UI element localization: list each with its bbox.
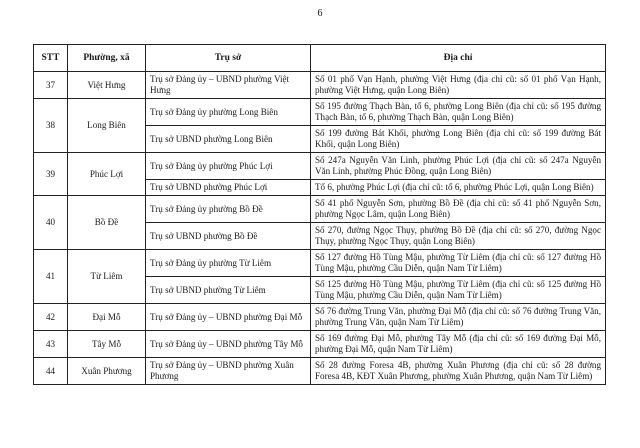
- page-number: 6: [317, 8, 323, 19]
- table-row: [34, 250, 606, 277]
- table-row: [34, 153, 606, 180]
- ward-cell: Xuân Phương: [68, 358, 146, 385]
- header-address: Địa chỉ: [311, 45, 606, 72]
- stt-cell: 42: [34, 304, 68, 331]
- address-cell: Số 01 phố Vạn Hạnh, phường Việt Hưng (địa chỉ cũ: số 01 phố Vạn Hạnh, phường Việt Hưng, quận Long Biên): [311, 72, 606, 99]
- ward-cell: Phúc Lợi: [68, 153, 146, 196]
- office-cell: Trụ sở Đảng ủy phường Phúc Lợi: [146, 153, 311, 180]
- stt-cell: 38: [34, 99, 68, 153]
- office-cell: Trụ sở Đảng ủy phường Bồ Đề: [146, 196, 311, 223]
- header-office: Trụ sở: [146, 45, 311, 72]
- office-cell: Trụ sở UBND phường Bồ Đề: [146, 223, 311, 250]
- address-cell: Số 127 đường Hồ Tùng Mậu, phường Từ Liêm (địa chỉ cũ: số 127 đường Hồ Tùng Mậu, phường Cầu Diễn, quận Nam Từ Liêm): [311, 250, 606, 277]
- office-cell: Trụ sở UBND phường Long Biên: [146, 126, 311, 153]
- office-cell: Trụ sở UBND phường Phúc Lợi: [146, 180, 311, 196]
- table-row: [34, 358, 606, 385]
- stt-cell: 44: [34, 358, 68, 385]
- ward-cell: Đại Mỗ: [68, 304, 146, 331]
- ward-cell: Từ Liêm: [68, 250, 146, 304]
- table-body: [34, 72, 606, 385]
- ward-cell: Tây Mỗ: [68, 331, 146, 358]
- stt-cell: 41: [34, 250, 68, 304]
- address-cell: Số 270, đường Ngọc Thụy, phường Bồ Đề (địa chỉ cũ: số 270, đường Ngọc Thụy, phường Ngọc Thụy, quận Long Biên): [311, 223, 606, 250]
- address-cell: Số 199 đường Bát Khối, phường Long Biên (địa chỉ cũ: số 199 đường Bát Khối, quận Long Biên): [311, 126, 606, 153]
- ward-cell: Bồ Đề: [68, 196, 146, 250]
- address-cell: Số 41 phố Nguyễn Sơn, phường Bồ Đề (địa chỉ cũ: số 41 phố Nguyễn Sơn, phường Ngọc Lâm, quận Long Biên): [311, 196, 606, 223]
- table-row: [34, 331, 606, 358]
- address-cell: Số 125 đường Hồ Tùng Mậu, phường Từ Liêm (địa chỉ cũ: số 125 đường Hồ Tùng Mậu, phường Cầu Diễn, quận Nam Từ Liêm): [311, 277, 606, 304]
- stt-cell: 40: [34, 196, 68, 250]
- address-cell: Số 76 đường Trung Văn, phường Đại Mỗ (địa chỉ cũ: số 76 đường Trung Văn, phường Trung Văn, quận Nam Từ Liêm): [311, 304, 606, 331]
- office-cell: Trụ sở Đảng ủy – UBND phường Việt Hưng: [146, 72, 311, 99]
- office-cell: Trụ sở Đảng ủy phường Từ Liêm: [146, 250, 311, 277]
- address-cell: Tổ 6, phường Phúc Lợi (địa chỉ cũ: tổ 6, phường Phúc Lợi, quận Long Biên): [311, 180, 606, 196]
- office-address-table: [33, 44, 606, 385]
- header-ward: Phường, xã: [68, 45, 146, 72]
- office-cell: Trụ sở Đảng ủy phường Long Biên: [146, 99, 311, 126]
- table-row: [34, 304, 606, 331]
- office-cell: Trụ sở Đảng ủy – UBND phường Tây Mỗ: [146, 331, 311, 358]
- address-cell: Số 169 đường Đại Mỗ, phường Tây Mỗ (địa chỉ cũ: số 169 đường Đại Mỗ, phường Đại Mỗ, quận Nam Từ Liêm): [311, 331, 606, 358]
- office-cell: Trụ sở UBND phường Từ Liêm: [146, 277, 311, 304]
- table-row: [34, 99, 606, 126]
- table-header-row: [34, 45, 606, 72]
- address-cell: Số 195 đường Thạch Bàn, tổ 6, phường Long Biên (địa chỉ cũ: số 195 đường Thạch Bàn, tổ 6, phường Thạch Bàn, quận Long Biên): [311, 99, 606, 126]
- ward-cell: Việt Hưng: [68, 72, 146, 99]
- ward-cell: Long Biên: [68, 99, 146, 153]
- address-cell: Số 247a Nguyễn Văn Linh, phường Phúc Lợi (địa chỉ cũ: số 247a Nguyễn Văn Linh, phường Phúc Đồng, quận Long Biên): [311, 153, 606, 180]
- stt-cell: 37: [34, 72, 68, 99]
- address-cell: Số 28 đường Foresa 4B, phường Xuân Phương (địa chỉ cũ: số 28 đường Foresa 4B, KĐT Xuân Phương, phường Xuân Phương, quận Nam Từ Liêm): [311, 358, 606, 385]
- header-stt: STT: [34, 45, 68, 72]
- stt-cell: 43: [34, 331, 68, 358]
- table-row: [34, 72, 606, 99]
- office-cell: Trụ sở Đảng ủy – UBND phường Đại Mỗ: [146, 304, 311, 331]
- office-cell: Trụ sở Đảng ủy – UBND phường Xuân Phương: [146, 358, 311, 385]
- table-row: [34, 196, 606, 223]
- stt-cell: 39: [34, 153, 68, 196]
